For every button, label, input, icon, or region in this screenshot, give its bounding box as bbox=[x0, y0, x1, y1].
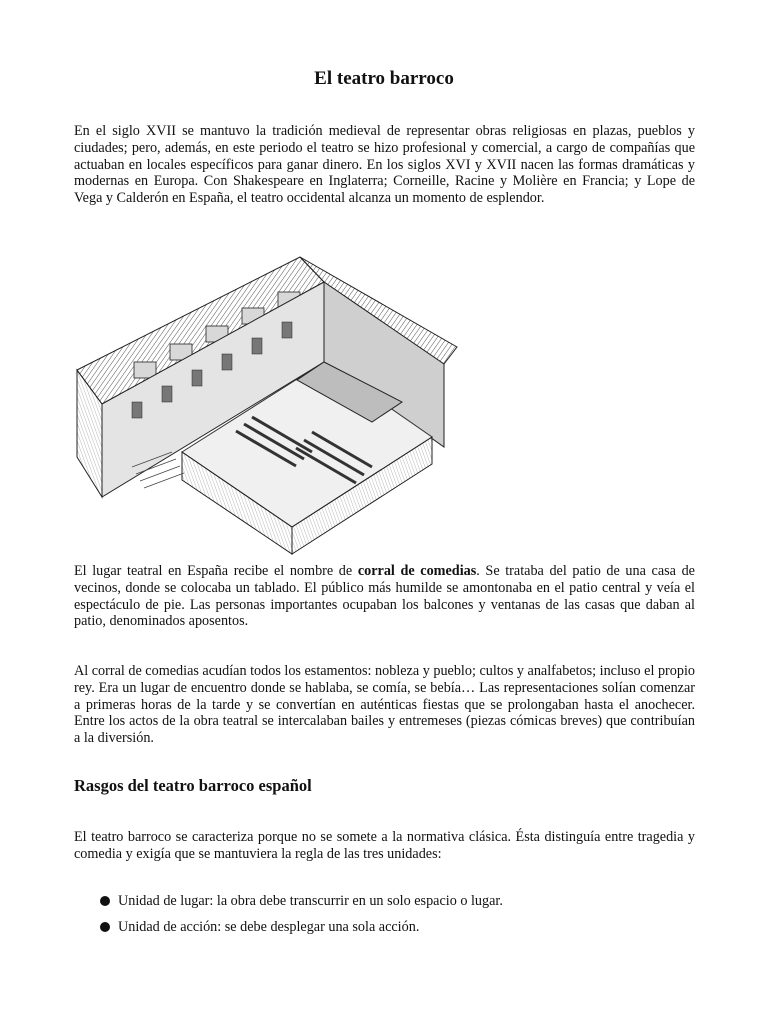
section-heading: Rasgos del teatro barroco español bbox=[74, 776, 312, 795]
list-item: Unidad de acción: se debe desplegar una sola acción. bbox=[100, 919, 503, 945]
corral-paragraph: El lugar teatral en España recibe el nombre de corral de comedias. Se trataba del patio de una casa de vecinos, donde se colocaba un tablado. El público más humilde se amontonaba en el patio central y veía el espectáculo de pie. Las personas importantes ocupaban los balcones y ventanas de las casas que daban al patio, denominados aposentos. bbox=[74, 563, 695, 630]
list-item: Unidad de lugar: la obra debe transcurrir en un solo espacio o lugar. bbox=[100, 893, 503, 919]
bullet-icon bbox=[100, 896, 110, 906]
page-title: El teatro barroco bbox=[314, 68, 454, 89]
unities-list bbox=[100, 893, 503, 945]
rasgos-paragraph: El teatro barroco se caracteriza porque no se somete a la normativa clásica. Ésta distinguía entre tragedia y comedia y exigía que se mantuviera la regla de las tres unidades: bbox=[74, 829, 695, 862]
estamentos-paragraph: Al corral de comedias acudían todos los estamentos: nobleza y pueblo; cultos y analfabetos; incluso el propio rey. Era un lugar de encuentro donde se hablaba, se comía, se bebía… Las representaciones solían comenzar a primeras horas de la tarde y se convertían en auténticas fiestas que se prolongaban hasta el anochecer. Entre los actos de la obra teatral se intercalaban bailes y entremeses (piezas cómicas breves) que contribuían a la diversión. bbox=[74, 663, 695, 747]
corral-de-comedias-term: corral de comedias bbox=[357, 563, 477, 579]
bullet-icon bbox=[100, 922, 110, 932]
intro-paragraph: En el siglo XVII se mantuvo la tradición medieval de representar obras religiosas en plazas, pueblos y ciudades; pero, además, en este periodo el teatro se hizo profesional y comercial, a cargo de compañías que actuaban en locales específicos para ganar dinero. En los siglos XVI y XVII nacen las formas dramáticas y modernas en Europa. Con Shakespeare en Inglaterra; Corneille, Racine y Molière en Francia; y Lope de Vega y Calderón en España, el teatro occidental alcanza un momento de esplendor. bbox=[74, 123, 695, 207]
corral-de-comedias-illustration bbox=[72, 252, 482, 557]
